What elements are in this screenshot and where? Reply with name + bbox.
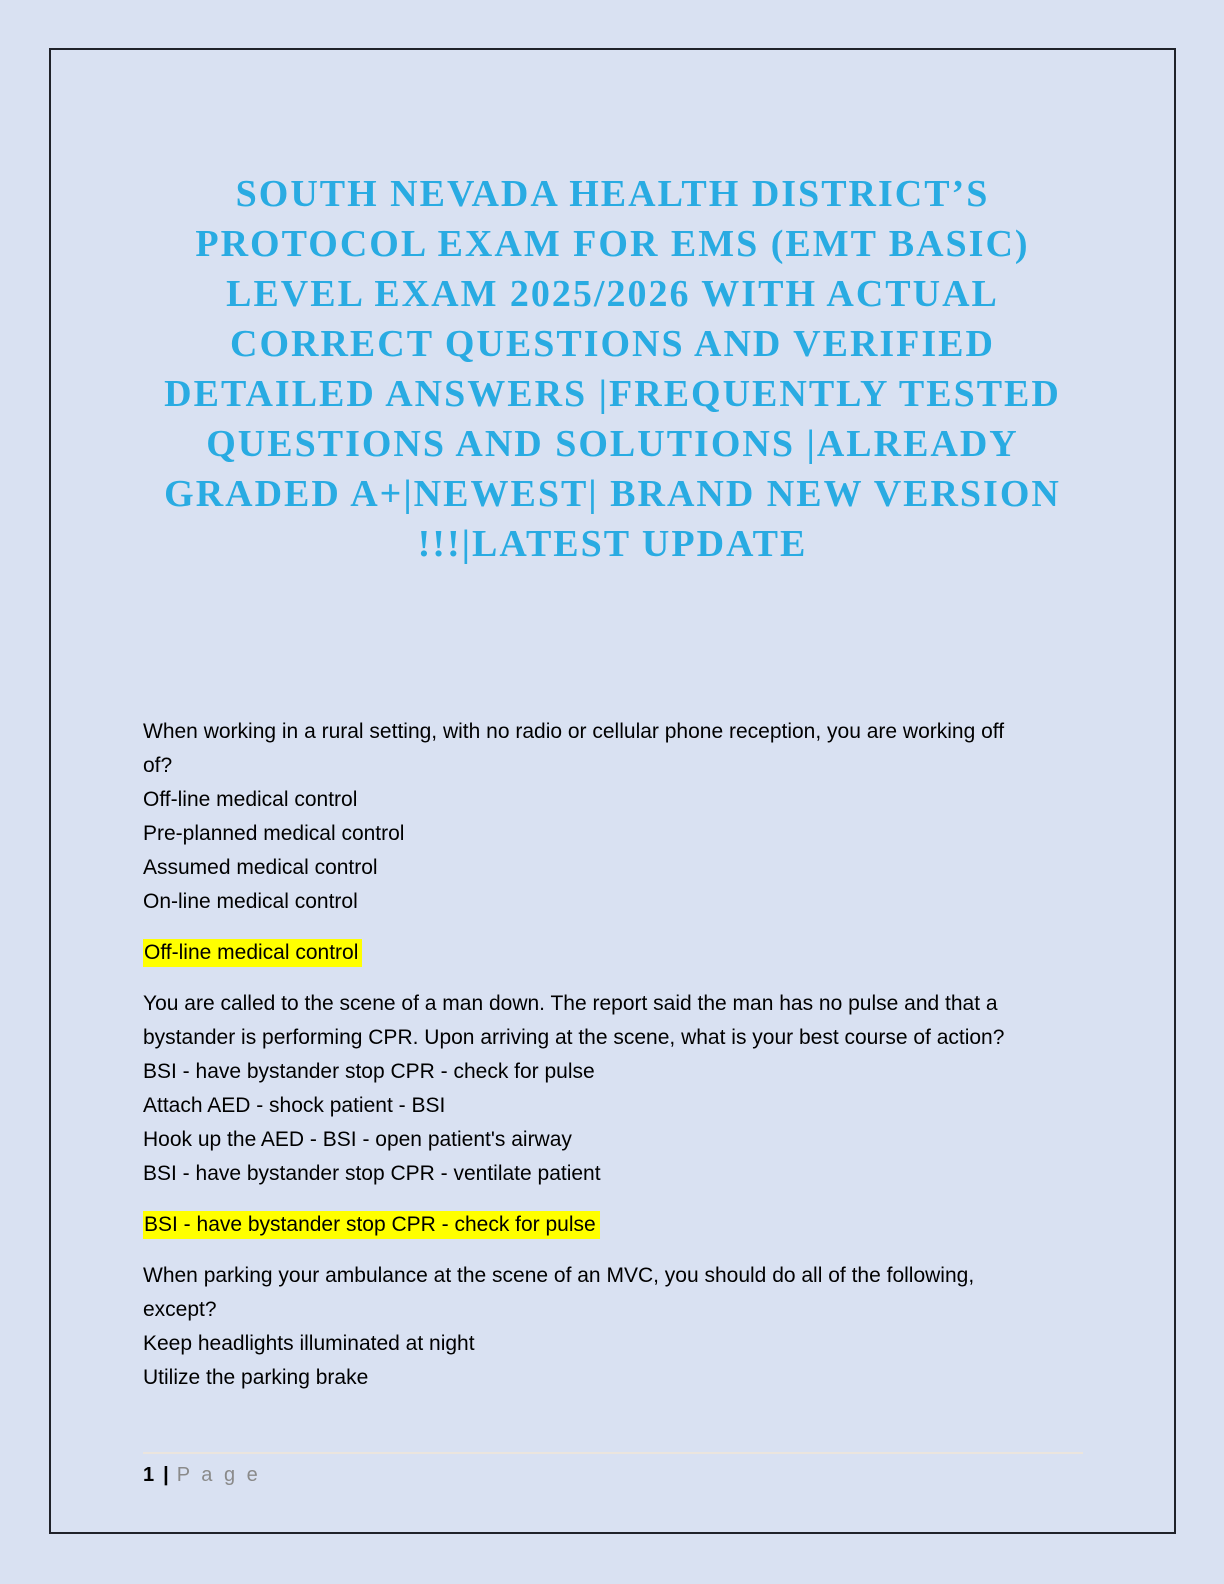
option-line: On-line medical control [143, 890, 358, 913]
document-title [51, 169, 1174, 569]
title-line: QUESTIONS AND SOLUTIONS |ALREADY [206, 423, 1019, 465]
option-line: Hook up the AED - BSI - open patient's airway [143, 1128, 572, 1151]
option-line: Off-line medical control [143, 788, 358, 811]
title-line: PROTOCOL EXAM FOR EMS (EMT BASIC) [195, 223, 1030, 265]
answer-row-1 [143, 936, 1023, 970]
question-text: When working in a rural setting, with no radio or cellular phone reception, you are working off of? [143, 720, 1005, 777]
option-line: Utilize the parking brake [143, 1366, 369, 1389]
title-line: CORRECT QUESTIONS AND VERIFIED [230, 323, 995, 365]
option-line: Attach AED - shock patient - BSI [143, 1094, 446, 1117]
answer-row-2 [143, 1208, 1023, 1242]
option-line: Pre-planned medical control [143, 822, 405, 845]
option-line: BSI - have bystander stop CPR - check for pulse [143, 1060, 595, 1083]
question-text: You are called to the scene of a man down. The report said the man has no pulse and that a bystander is performing CPR. Upon arriving at the scene, what is your best course of action? [143, 992, 1005, 1049]
footer-page-label: P a g e [176, 1464, 261, 1486]
question-text: When parking your ambulance at the scene of an MVC, you should do all of the following, except? [143, 1264, 975, 1321]
highlighted-answer: BSI - have bystander stop CPR - check for pulse [143, 1211, 600, 1239]
option-line: Assumed medical control [143, 856, 378, 879]
question-block-3 [143, 1259, 1023, 1395]
page-footer [143, 1452, 1083, 1488]
title-line: LEVEL EXAM 2025/2026 WITH ACTUAL [226, 273, 999, 315]
question-block-1 [143, 715, 1023, 919]
footer-separator: | [163, 1464, 169, 1486]
option-line: BSI - have bystander stop CPR - ventilate patient [143, 1162, 601, 1185]
document-body [143, 715, 1023, 1395]
title-line: DETAILED ANSWERS |FREQUENTLY TESTED [164, 373, 1061, 415]
page-number: 1 [143, 1464, 155, 1486]
title-line: SOUTH NEVADA HEALTH DISTRICT’S [235, 173, 990, 215]
title-line: GRADED A+|NEWEST| BRAND NEW VERSION [164, 473, 1061, 515]
option-line: Keep headlights illuminated at night [143, 1332, 475, 1355]
title-line: !!!|LATEST UPDATE [417, 523, 808, 565]
highlighted-answer: Off-line medical control [143, 939, 362, 967]
page-border [49, 48, 1176, 1534]
question-block-2 [143, 987, 1023, 1191]
